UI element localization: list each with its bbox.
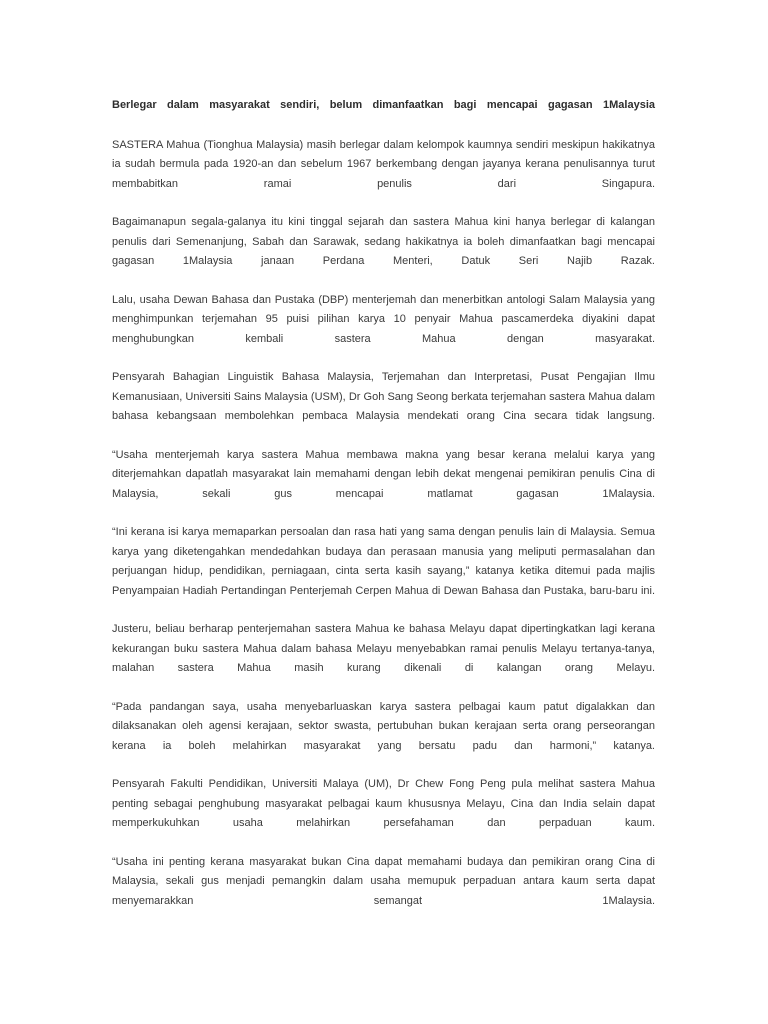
paragraph-2: Bagaimanapun segala-galanya itu kini tinggal sejarah dan sastera Mahua kini hanya berlegar di kalangan penulis dari Semenanjung, Sabah dan Sarawak, sedang hakikatnya ia boleh dimanfaatkan bagi mencapai gagasan 1Malaysia janaan Perdana Menteri, Datuk Seri Najib Razak. [112, 216, 655, 267]
paragraph-10: “Usaha ini penting kerana masyarakat bukan Cina dapat memahami budaya dan pemikiran orang Cina di Malaysia, sekali gus menjadi pemangkin dalam usaha memupuk perpaduan antara kaum serta dapat menyemarakkan semangat 1Malaysia. [112, 855, 655, 907]
paragraph-6: “Ini kerana isi karya memaparkan persoalan dan rasa hati yang sama dengan penulis lain di Malaysia. Semua karya yang diketengahkan mendedahkan budaya dan perasaan manusia yang meliputi permasalahan dan perjuangan hidup, pendidikan, perniagaan, cinta serta kasih sayang,” katanya ketika ditemui pada majlis Penyampaian Hadiah Pertandingan Penterjemah Cerpen Mahua di Dewan Bahasa dan Pustaka, baru-baru ini. [112, 526, 655, 597]
paragraph-5: “Usaha menterjemah karya sastera Mahua membawa makna yang besar kerana melalui karya yang diterjemahkan dapatlah masyarakat lain memahami dengan lebih dekat mengenai pemikiran penulis Cina di Malaysia, sekali gus mencapai matlamat gagasan 1Malaysia. [112, 448, 655, 500]
article-title: Berlegar dalam masyarakat sendiri, belum dimanfaatkan bagi mencapai gagasan 1Malaysia [112, 99, 655, 111]
paragraph-1: SASTERA Mahua (Tionghua Malaysia) masih berlegar dalam kelompok kaumnya sendiri meskipun hakikatnya ia sudah bermula pada 1920-an dan sebelum 1967 berkembang dengan jayanya kerana penulisannya turut membabitkan ramai penulis dari Singapura. [112, 138, 655, 190]
paragraph-4: Pensyarah Bahagian Linguistik Bahasa Malaysia, Terjemahan dan Interpretasi, Pusat Pengajian Ilmu Kemanusiaan, Universiti Sains Malaysia (USM), Dr Goh Sang Seong berkata terjemahan sastera Mahua dalam bahasa kebangsaan membolehkan pembaca Malaysia mendekati orang Cina secara tidak langsung. [112, 371, 655, 422]
paragraph-8: “Pada pandangan saya, usaha menyebarluaskan karya sastera pelbagai kaum patut digalakkan dan dilaksanakan oleh agensi kerajaan, sektor swasta, pertubuhan bukan kerajaan serta orang perseorangan kerana ia boleh melahirkan masyarakat yang bersatu padu dan harmoni,” katanya. [112, 700, 655, 752]
paragraph-7: Justeru, beliau berharap penterjemahan sastera Mahua ke bahasa Melayu dapat dipertingkatkan lagi kerana kekurangan buku sastera Mahua dalam bahasa Melayu menyebabkan ramai penulis Melayu tertanya-tanya, malahan sastera Mahua masih kurang dikenali di kalangan orang Melayu. [112, 623, 655, 674]
article [112, 96, 655, 930]
paragraph-3: Lalu, usaha Dewan Bahasa dan Pustaka (DBP) menterjemah dan menerbitkan antologi Salam Malaysia yang menghimpunkan terjemahan 95 puisi pilihan karya 10 penyair Mahua pascamerdeka diyakini dapat menghubungkan kembali sastera Mahua dengan masyarakat. [112, 293, 655, 345]
paragraph-9: Pensyarah Fakulti Pendidikan, Universiti Malaya (UM), Dr Chew Fong Peng pula melihat sastera Mahua penting sebagai penghubung masyarakat pelbagai kaum khususnya Melayu, Cina dan India selain dapat memperkukuhkan usaha melahirkan persefahaman dan perpaduan kaum. [112, 778, 655, 829]
